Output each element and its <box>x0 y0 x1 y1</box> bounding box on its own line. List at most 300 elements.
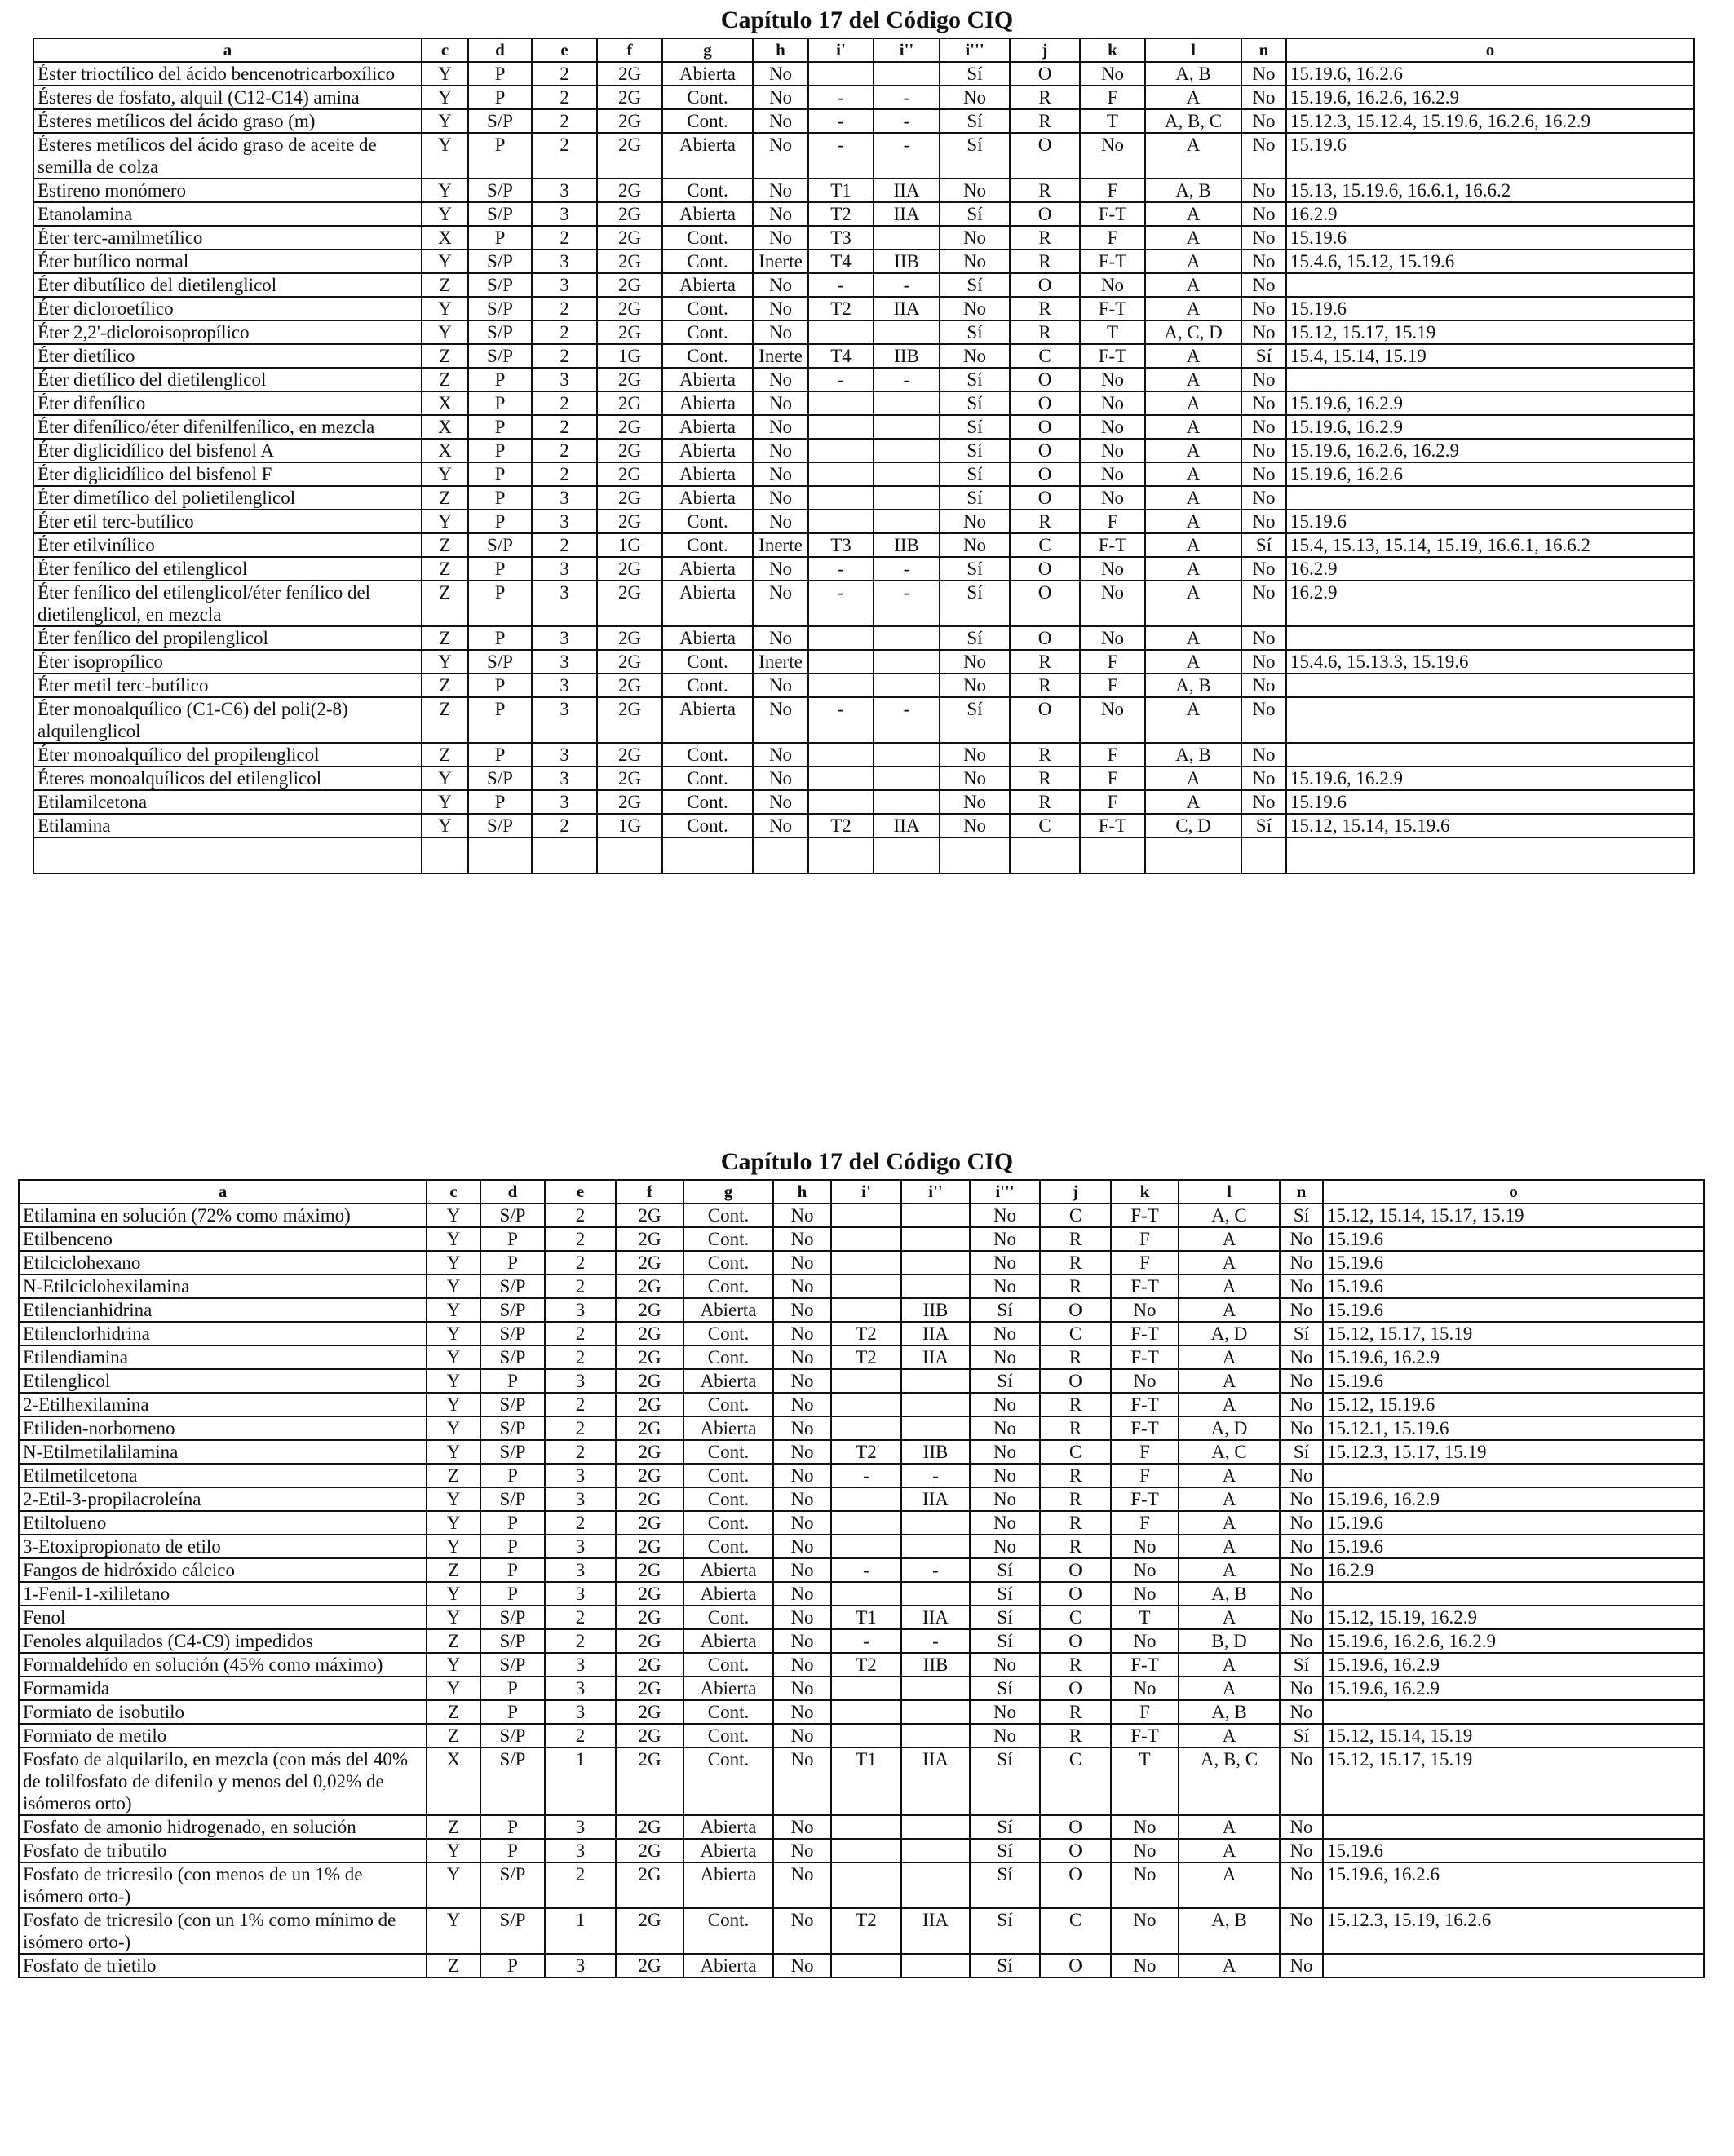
cell-n: No <box>1280 1558 1323 1582</box>
cell-ip <box>831 1204 901 1227</box>
empty-cell <box>532 837 597 873</box>
cell-g: Cont. <box>683 1251 773 1275</box>
cell-g: Cont. <box>683 1204 773 1227</box>
cell-e: 3 <box>532 368 597 391</box>
cell-k: F-T <box>1111 1487 1179 1511</box>
cell-d: S/P <box>480 1393 545 1416</box>
cell-e: 3 <box>545 1653 616 1677</box>
cell-e: 2 <box>545 1416 616 1440</box>
cell-o: 15.4.6, 15.12, 15.19.6 <box>1286 250 1694 273</box>
cell-h: No <box>773 1227 831 1251</box>
cell-j: O <box>1040 1954 1111 1977</box>
cell-l: A, C <box>1179 1440 1280 1464</box>
cell-l: A, C <box>1179 1204 1280 1227</box>
cell-h: Inerte <box>753 250 808 273</box>
cell-c: Y <box>422 133 468 179</box>
cell-j: R <box>1040 1487 1111 1511</box>
cell-o: 15.19.6, 16.2.9 <box>1286 767 1694 790</box>
cell-n: No <box>1241 226 1286 250</box>
cell-n: No <box>1280 1393 1323 1416</box>
cell-c: Y <box>427 1251 480 1275</box>
cell-n: No <box>1241 273 1286 297</box>
cell-a: Etilamina <box>33 814 422 837</box>
cell-h: No <box>773 1954 831 1977</box>
cell-o: 15.12.3, 15.17, 15.19 <box>1323 1440 1704 1464</box>
cell-ippp: Sí <box>970 1369 1040 1393</box>
cell-ippp: No <box>940 179 1010 202</box>
cell-g: Abierta <box>662 133 753 179</box>
cell-j: R <box>1040 1464 1111 1487</box>
cell-l: A <box>1145 86 1241 109</box>
cell-f: 2G <box>616 1908 683 1954</box>
table-row <box>33 626 1694 650</box>
cell-g: Cont. <box>683 1606 773 1629</box>
cell-f: 2G <box>616 1606 683 1629</box>
cell-f: 2G <box>616 1416 683 1440</box>
cell-ippp: Sí <box>940 581 1010 626</box>
cell-ippp: Sí <box>940 415 1010 439</box>
cell-o: 15.19.6, 16.2.9 <box>1323 1345 1704 1369</box>
cell-j: O <box>1010 697 1080 743</box>
cell-ippp: No <box>940 790 1010 814</box>
cell-e: 1 <box>545 1908 616 1954</box>
ciq-table-1 <box>33 38 1695 874</box>
cell-n: No <box>1280 1954 1323 1977</box>
cell-ipp: IIB <box>901 1298 970 1322</box>
cell-e: 3 <box>545 1700 616 1724</box>
table-row <box>19 1535 1704 1558</box>
cell-ipp: IIB <box>874 533 940 557</box>
cell-d: S/P <box>468 650 532 674</box>
cell-o <box>1323 1700 1704 1724</box>
cell-ipp <box>901 1227 970 1251</box>
cell-a: Éter etil terc-butílico <box>33 510 422 533</box>
cell-k: F-T <box>1111 1345 1179 1369</box>
cell-ipp <box>874 391 940 415</box>
column-header-f: f <box>616 1180 683 1204</box>
cell-l: A <box>1179 1227 1280 1251</box>
cell-h: No <box>773 1677 831 1700</box>
cell-ippp: Sí <box>970 1558 1040 1582</box>
cell-k: No <box>1111 1558 1179 1582</box>
cell-o <box>1323 1464 1704 1487</box>
cell-k: No <box>1111 1954 1179 1977</box>
cell-f: 2G <box>616 1535 683 1558</box>
cell-ippp: Sí <box>970 1629 1040 1653</box>
table-row <box>19 1393 1704 1416</box>
cell-e: 3 <box>532 486 597 510</box>
cell-e: 3 <box>532 557 597 581</box>
cell-ippp: No <box>940 344 1010 368</box>
cell-e: 3 <box>545 1677 616 1700</box>
empty-cell <box>1241 837 1286 873</box>
table-row <box>33 697 1694 743</box>
cell-l: A <box>1145 439 1241 462</box>
cell-j: R <box>1040 1511 1111 1535</box>
cell-j: R <box>1010 109 1080 133</box>
cell-h: No <box>753 697 808 743</box>
cell-ipp <box>874 486 940 510</box>
cell-ipp <box>901 1839 970 1862</box>
cell-ip: T4 <box>808 344 874 368</box>
cell-d: P <box>480 1677 545 1700</box>
cell-o: 16.2.9 <box>1286 557 1694 581</box>
table-row <box>33 391 1694 415</box>
cell-e: 2 <box>545 1862 616 1908</box>
cell-o: 15.4.6, 15.13.3, 15.19.6 <box>1286 650 1694 674</box>
cell-g: Cont. <box>662 226 753 250</box>
cell-a: Fangos de hidróxido cálcico <box>19 1558 427 1582</box>
cell-j: C <box>1040 1606 1111 1629</box>
table-row <box>33 250 1694 273</box>
cell-f: 2G <box>597 297 662 320</box>
cell-j: R <box>1040 1535 1111 1558</box>
cell-n: No <box>1280 1700 1323 1724</box>
empty-cell <box>1286 837 1694 873</box>
cell-ip: - <box>808 109 874 133</box>
table-row <box>19 1345 1704 1369</box>
cell-l: A <box>1179 1653 1280 1677</box>
cell-c: Z <box>422 674 468 697</box>
cell-f: 2G <box>616 1440 683 1464</box>
column-header-g: g <box>662 38 753 62</box>
cell-f: 2G <box>597 391 662 415</box>
cell-c: Y <box>422 510 468 533</box>
column-header-a: a <box>33 38 422 62</box>
cell-g: Cont. <box>683 1345 773 1369</box>
cell-d: P <box>468 674 532 697</box>
cell-g: Abierta <box>683 1369 773 1393</box>
cell-g: Abierta <box>683 1839 773 1862</box>
cell-h: No <box>773 1251 831 1275</box>
empty-cell <box>940 837 1010 873</box>
cell-l: A <box>1145 133 1241 179</box>
cell-c: Y <box>427 1275 480 1298</box>
cell-ip: - <box>808 273 874 297</box>
table-row <box>33 439 1694 462</box>
cell-c: Z <box>422 626 468 650</box>
cell-a: Etilenclorhidrina <box>19 1322 427 1345</box>
cell-d: S/P <box>468 814 532 837</box>
cell-n: No <box>1280 1416 1323 1440</box>
cell-l: A <box>1145 626 1241 650</box>
cell-g: Cont. <box>662 743 753 767</box>
table-row <box>33 462 1694 486</box>
table-row <box>33 650 1694 674</box>
cell-a: Éter diglicidílico del bisfenol F <box>33 462 422 486</box>
cell-n: No <box>1280 1747 1323 1815</box>
cell-f: 2G <box>597 320 662 344</box>
cell-f: 2G <box>597 674 662 697</box>
cell-j: R <box>1010 743 1080 767</box>
cell-a: Fosfato de tricresilo (con menos de un 1% de isómero orto-) <box>19 1862 427 1908</box>
cell-ippp: No <box>940 674 1010 697</box>
table-row <box>33 674 1694 697</box>
cell-e: 2 <box>532 297 597 320</box>
cell-h: No <box>773 1393 831 1416</box>
cell-f: 2G <box>616 1298 683 1322</box>
table-row <box>33 581 1694 626</box>
cell-a: Éter dibutílico del dietilenglicol <box>33 273 422 297</box>
column-header-n: n <box>1280 1180 1323 1204</box>
cell-k: F-T <box>1080 202 1145 226</box>
empty-cell <box>597 837 662 873</box>
cell-g: Cont. <box>683 1393 773 1416</box>
cell-d: P <box>468 626 532 650</box>
cell-c: X <box>422 439 468 462</box>
cell-n: No <box>1241 179 1286 202</box>
cell-f: 2G <box>597 462 662 486</box>
cell-f: 2G <box>616 1369 683 1393</box>
cell-c: Z <box>422 743 468 767</box>
cell-ippp: Sí <box>940 368 1010 391</box>
cell-g: Abierta <box>662 626 753 650</box>
cell-ippp: No <box>940 510 1010 533</box>
cell-l: A <box>1179 1839 1280 1862</box>
cell-h: No <box>773 1275 831 1298</box>
cell-ip: - <box>831 1558 901 1582</box>
cell-f: 2G <box>616 1839 683 1862</box>
cell-j: R <box>1010 510 1080 533</box>
table-row <box>19 1369 1704 1393</box>
cell-g: Cont. <box>662 674 753 697</box>
cell-h: No <box>773 1487 831 1511</box>
cell-d: P <box>468 391 532 415</box>
cell-d: P <box>468 415 532 439</box>
cell-e: 2 <box>532 462 597 486</box>
cell-ipp: - <box>874 697 940 743</box>
cell-ip <box>808 486 874 510</box>
cell-c: Y <box>422 62 468 86</box>
cell-ip <box>808 510 874 533</box>
cell-c: Y <box>422 297 468 320</box>
cell-d: S/P <box>480 1724 545 1747</box>
cell-n: No <box>1241 557 1286 581</box>
cell-ipp <box>901 1511 970 1535</box>
table-header-row <box>19 1180 1704 1204</box>
cell-k: F <box>1080 226 1145 250</box>
cell-ipp <box>874 743 940 767</box>
cell-ipp: - <box>874 581 940 626</box>
cell-c: Y <box>427 1440 480 1464</box>
cell-f: 2G <box>616 1700 683 1724</box>
cell-h: No <box>753 767 808 790</box>
cell-ip <box>831 1582 901 1606</box>
cell-d: P <box>480 1700 545 1724</box>
table-row <box>19 1862 1704 1908</box>
cell-l: A <box>1179 1511 1280 1535</box>
cell-e: 3 <box>545 1839 616 1862</box>
cell-h: No <box>773 1204 831 1227</box>
cell-k: F-T <box>1080 250 1145 273</box>
cell-a: Éter dietílico del dietilenglicol <box>33 368 422 391</box>
cell-e: 1 <box>545 1747 616 1815</box>
cell-n: No <box>1280 1862 1323 1908</box>
cell-n: No <box>1241 581 1286 626</box>
cell-ip <box>831 1275 901 1298</box>
cell-ippp: No <box>970 1393 1040 1416</box>
cell-a: 2-Etilhexilamina <box>19 1393 427 1416</box>
cell-e: 3 <box>545 1464 616 1487</box>
cell-e: 2 <box>532 415 597 439</box>
table-row <box>33 179 1694 202</box>
cell-n: No <box>1280 1345 1323 1369</box>
cell-c: X <box>422 391 468 415</box>
cell-l: A, C, D <box>1145 320 1241 344</box>
cell-j: C <box>1040 1322 1111 1345</box>
cell-n: No <box>1241 743 1286 767</box>
cell-c: Y <box>422 250 468 273</box>
column-header-a: a <box>19 1180 427 1204</box>
cell-f: 2G <box>616 1582 683 1606</box>
cell-h: No <box>753 109 808 133</box>
cell-ip <box>808 391 874 415</box>
cell-ip <box>831 1839 901 1862</box>
cell-ip: - <box>831 1629 901 1653</box>
cell-ipp: IIA <box>901 1322 970 1345</box>
cell-a: Fenol <box>19 1606 427 1629</box>
cell-ippp: No <box>970 1251 1040 1275</box>
cell-ippp: No <box>970 1440 1040 1464</box>
cell-n: No <box>1241 697 1286 743</box>
cell-ippp: No <box>970 1416 1040 1440</box>
cell-c: Y <box>427 1393 480 1416</box>
cell-o <box>1286 743 1694 767</box>
cell-l: A, B <box>1145 674 1241 697</box>
cell-l: A <box>1179 1862 1280 1908</box>
cell-n: Sí <box>1280 1204 1323 1227</box>
column-header-ippp: i''' <box>970 1180 1040 1204</box>
cell-ip <box>831 1298 901 1322</box>
cell-o: 15.19.6 <box>1286 510 1694 533</box>
cell-ipp: - <box>901 1464 970 1487</box>
column-header-g: g <box>683 1180 773 1204</box>
cell-ipp <box>874 790 940 814</box>
column-header-d: d <box>480 1180 545 1204</box>
cell-f: 2G <box>616 1204 683 1227</box>
cell-e: 2 <box>545 1322 616 1345</box>
cell-l: A, B <box>1145 62 1241 86</box>
cell-j: O <box>1040 1558 1111 1582</box>
cell-ipp <box>901 1954 970 1977</box>
cell-a: Formiato de isobutilo <box>19 1700 427 1724</box>
cell-a: N-Etilmetilalilamina <box>19 1440 427 1464</box>
cell-a: 2-Etil-3-propilacroleína <box>19 1487 427 1511</box>
cell-l: B, D <box>1179 1629 1280 1653</box>
cell-a: Fosfato de amonio hidrogenado, en solución <box>19 1815 427 1839</box>
cell-ip <box>831 1677 901 1700</box>
cell-g: Cont. <box>683 1653 773 1677</box>
cell-g: Abierta <box>662 415 753 439</box>
cell-j: O <box>1010 368 1080 391</box>
cell-h: No <box>753 626 808 650</box>
cell-c: Y <box>427 1227 480 1251</box>
cell-g: Cont. <box>662 533 753 557</box>
cell-k: No <box>1080 462 1145 486</box>
cell-o: 15.12, 15.19.6 <box>1323 1393 1704 1416</box>
column-header-c: c <box>422 38 468 62</box>
cell-ipp: IIB <box>874 250 940 273</box>
cell-k: No <box>1080 273 1145 297</box>
cell-e: 2 <box>532 391 597 415</box>
cell-n: Sí <box>1241 814 1286 837</box>
cell-n: No <box>1241 767 1286 790</box>
cell-a: Estireno monómero <box>33 179 422 202</box>
cell-k: F <box>1080 510 1145 533</box>
cell-k: No <box>1080 626 1145 650</box>
cell-c: Y <box>422 86 468 109</box>
cell-ippp: Sí <box>940 202 1010 226</box>
cell-e: 3 <box>532 581 597 626</box>
cell-o: 15.19.6, 16.2.9 <box>1323 1653 1704 1677</box>
cell-n: No <box>1241 650 1286 674</box>
cell-o: 15.19.6 <box>1286 133 1694 179</box>
cell-ipp <box>901 1275 970 1298</box>
cell-ipp <box>874 320 940 344</box>
cell-ippp: Sí <box>940 62 1010 86</box>
cell-o: 15.19.6, 16.2.9 <box>1323 1487 1704 1511</box>
cell-n: No <box>1241 439 1286 462</box>
cell-ip <box>831 1251 901 1275</box>
cell-g: Cont. <box>683 1487 773 1511</box>
cell-e: 2 <box>532 62 597 86</box>
cell-h: No <box>753 510 808 533</box>
cell-o: 15.19.6, 16.2.9 <box>1286 415 1694 439</box>
cell-g: Abierta <box>683 1815 773 1839</box>
cell-ippp: Sí <box>970 1677 1040 1700</box>
cell-c: Y <box>427 1908 480 1954</box>
column-header-ip: i' <box>808 38 874 62</box>
cell-d: P <box>480 1227 545 1251</box>
cell-ipp: - <box>901 1629 970 1653</box>
cell-o <box>1286 368 1694 391</box>
cell-j: R <box>1010 297 1080 320</box>
cell-d: S/P <box>468 109 532 133</box>
cell-h: No <box>773 1653 831 1677</box>
cell-e: 3 <box>532 179 597 202</box>
table-row <box>33 344 1694 368</box>
cell-ippp: No <box>940 814 1010 837</box>
cell-c: Z <box>422 557 468 581</box>
cell-ipp: IIA <box>901 1606 970 1629</box>
cell-g: Abierta <box>683 1558 773 1582</box>
cell-d: P <box>468 368 532 391</box>
cell-h: No <box>753 320 808 344</box>
cell-h: No <box>773 1582 831 1606</box>
table-row <box>19 1747 1704 1815</box>
cell-j: O <box>1040 1862 1111 1908</box>
cell-a: Fosfato de alquilarilo, en mezcla (con más del 40% de tolilfosfato de difenilo y menos del 0,02% de isómeros orto) <box>19 1747 427 1815</box>
cell-ip: T4 <box>808 250 874 273</box>
cell-e: 3 <box>545 1815 616 1839</box>
cell-o: 15.12, 15.17, 15.19 <box>1323 1322 1704 1345</box>
cell-g: Cont. <box>662 250 753 273</box>
cell-k: F <box>1111 1700 1179 1724</box>
cell-k: F-T <box>1080 533 1145 557</box>
cell-n: Sí <box>1280 1724 1323 1747</box>
cell-ip <box>831 1393 901 1416</box>
cell-c: Y <box>422 320 468 344</box>
cell-d: P <box>480 1815 545 1839</box>
empty-cell <box>662 837 753 873</box>
cell-j: R <box>1010 86 1080 109</box>
cell-f: 2G <box>597 790 662 814</box>
cell-ip <box>808 767 874 790</box>
cell-f: 2G <box>616 1954 683 1977</box>
cell-a: Éter isopropílico <box>33 650 422 674</box>
cell-c: Z <box>427 1815 480 1839</box>
cell-ippp: Sí <box>970 1298 1040 1322</box>
